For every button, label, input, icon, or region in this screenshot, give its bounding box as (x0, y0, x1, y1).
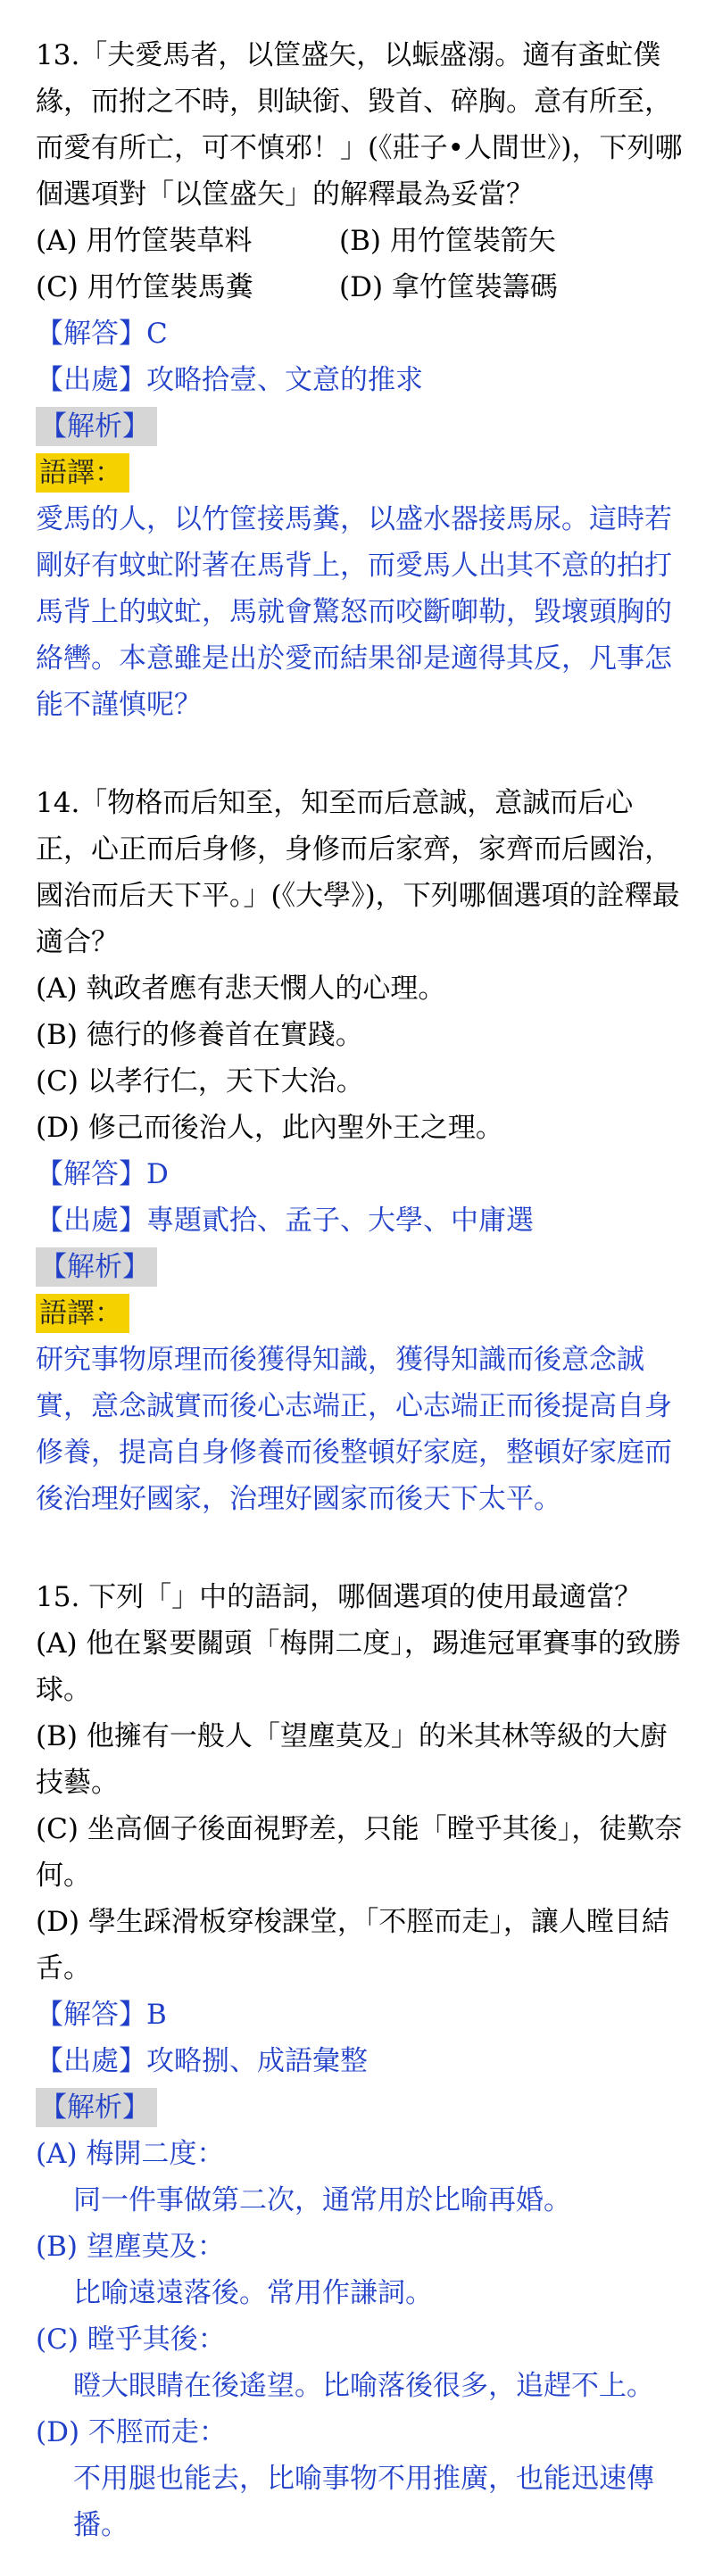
option-c: (C) 用竹筐裝馬糞 (36, 271, 253, 303)
answer-value: B (146, 1999, 167, 2031)
question-15 (36, 1574, 685, 2548)
source-value: 攻略捌、成語彙整 (146, 2045, 368, 2077)
option-b: (B) 他擁有一般人「望塵莫及」的米其林等級的大廚技藝。 (36, 1720, 668, 1799)
translation-text: 愛馬的人，以竹筐接馬糞，以盛水器接馬尿。這時若剛好有蚊虻附著在馬背上，而愛馬人出其不意的拍打馬背上的蚊虻，馬就會驚怒而咬斷啣勒，毀壞頭胸的絡轡。本意雖是出於愛而結果卻是適得其反，凡事怎能不謹慎呢？ (36, 503, 672, 721)
source-line (36, 1197, 685, 1244)
option-c: (C) 以孝行仁，天下大治。 (36, 1065, 364, 1097)
option-a: (A) 用竹筐裝草料 (36, 225, 253, 257)
question-stem: 14.「物格而后知至，知至而后意誠，意誠而后心正，心正而后身修，身修而后家齊，家齊而后國治，國治而后天下平。」(《大學》)，下列哪個選項的詮釋最適合？ (36, 787, 680, 958)
answer-label: 【解答】 (36, 1999, 146, 2031)
source-value: 攻略拾壹、文意的推求 (146, 364, 423, 396)
option-d: (D) 修己而後治人，此內聖外王之理。 (36, 1112, 503, 1144)
option-c: (C) 坐高個子後面視野差，只能「瞠乎其後」，徒歎奈何。 (36, 1813, 683, 1892)
translation-label: 語譯： (36, 1294, 129, 1333)
explanation-title-b: (B) 望塵莫及： (36, 2231, 225, 2263)
source-label: 【出處】 (36, 364, 146, 396)
option-b: (B) 德行的修養首在實踐。 (36, 1019, 363, 1051)
source-value: 專題貳拾、孟子、大學、中庸選 (146, 1205, 534, 1237)
explanation-body-b: 比喻遠遠落後。常用作謙詞。 (73, 2277, 433, 2309)
source-line (36, 357, 685, 403)
explanation-title-a: (A) 梅開二度： (36, 2138, 225, 2170)
answer-label: 【解答】 (36, 318, 146, 350)
option-d: (D) 學生踩滑板穿梭課堂，「不脛而走」，讓人瞠目結舌。 (36, 1906, 669, 1984)
translation-label: 語譯： (36, 453, 129, 493)
answer-value: D (146, 1158, 169, 1190)
question-13 (36, 32, 685, 728)
question-14 (36, 780, 685, 1522)
analysis-label: 【解析】 (36, 1247, 157, 1287)
answer-value: C (146, 318, 168, 350)
source-label: 【出處】 (36, 1205, 146, 1237)
option-a: (A) 執政者應有悲天憫人的心理。 (36, 973, 446, 1005)
source-line (36, 2038, 685, 2084)
option-a: (A) 他在緊要關頭「梅開二度」，踢進冠軍賽事的致勝球。 (36, 1628, 681, 1706)
explanation-body-d: 不用腿也能去，比喻事物不用推廣，也能迅速傳播。 (73, 2463, 654, 2541)
analysis-label: 【解析】 (36, 2088, 157, 2127)
option-d: (D) 拿竹筐裝籌碼 (339, 271, 558, 303)
option-grid (36, 218, 685, 311)
analysis-label: 【解析】 (36, 407, 157, 446)
translation-text: 研究事物原理而後獲得知識，獲得知識而後意念誠實，意念誠實而後心志端正，心志端正而後提高自身修養，提高自身修養而後整頓好家庭，整頓好家庭而後治理好國家，治理好國家而後天下太平。 (36, 1344, 672, 1515)
answer-line (36, 311, 685, 357)
explanation-body-c: 瞪大眼睛在後遙望。比喻落後很多，追趕不上。 (73, 2370, 654, 2402)
explanation-body-a: 同一件事做第二次，通常用於比喻再婚。 (73, 2184, 571, 2216)
option-b: (B) 用竹筐裝箭矢 (339, 225, 556, 257)
question-stem: 15. 下列「」中的語詞，哪個選項的使用最適當？ (36, 1581, 643, 1613)
explanation-title-d: (D) 不脛而走： (36, 2416, 227, 2448)
answer-label: 【解答】 (36, 1158, 146, 1190)
explanation-title-c: (C) 瞠乎其後： (36, 2323, 226, 2356)
source-label: 【出處】 (36, 2045, 146, 2077)
answer-line (36, 1992, 685, 2038)
question-stem: 13.「夫愛馬者，以筐盛矢，以蜄盛溺。適有蚉虻僕緣，而拊之不時，則缺銜、毀首、碎胸。意有所至，而愛有所亡，可不慎邪！」(《莊子•人間世》)，下列哪個選項對「以筐盛矢」的解釋最為妥當？ (36, 39, 683, 211)
answer-line (36, 1151, 685, 1197)
